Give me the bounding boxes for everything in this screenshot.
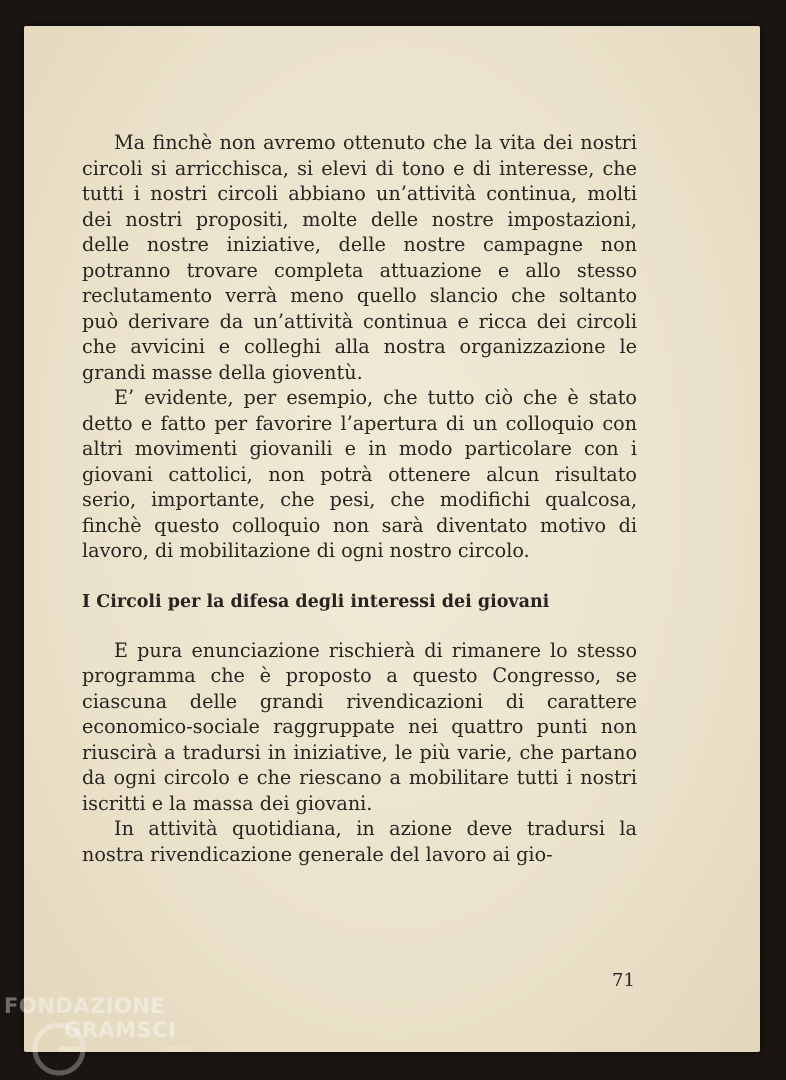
paragraph-3: E pura enunciazione rischierà di rimanere lo stesso programma che è proposto a questo Congresso, se ciascuna delle grandi rivendicazioni di carattere economico-sociale raggruppate nei quattro punti non riuscirà a tradursi in iniziative, le più varie, che partano da ogni circolo e che riescano a mobilitare tutti i nostri iscritti e la massa dei giovani. [82, 638, 637, 815]
section-heading: I Circoli per la difesa degli interessi dei giovani [82, 591, 550, 612]
watermark-line-2: GRAMSCI [64, 1018, 177, 1042]
watermark-line-3: onlus [164, 1044, 191, 1055]
paragraph-2: E’ evidente, per esempio, che tutto ciò che è stato detto e fatto per favorire l’apertura di un colloquio con altri movimenti giovanili e in modo particolare con i giovani cattolici, non potrà ottenere alcun risultato serio, importante, che pesi, che modifichi qualcosa, finchè questo colloquio non sarà diventato motivo di lavoro, di mobilitazione di ogni nostro circolo. [82, 386, 637, 562]
paragraph-1: Ma finchè non avremo ottenuto che la vita dei nostri circoli si arricchisca, si elevi di tono e di interesse, che tutti i nostri circoli abbiano un’attività continua, molti dei nostri propositi, molte delle nostre impostazioni, delle nostre iniziative, delle nostre campagne non potranno trovare completa attuazione e allo stesso reclutamento verrà meno quello slancio che soltanto può derivare da un’attività continua e ricca dei circoli che avvicini e colleghi alla nostra organizzazione le grandi masse della gioventù. [82, 131, 637, 384]
page-number: 71 [612, 970, 635, 991]
watermark-line-1: FONDAZIONE [4, 994, 166, 1018]
paragraph-4: In attività quotidiana, in azione deve tradursi la nostra rivendicazione generale del lavoro ai gio- [82, 817, 637, 866]
watermark [4, 992, 204, 1080]
page-text [82, 130, 637, 867]
